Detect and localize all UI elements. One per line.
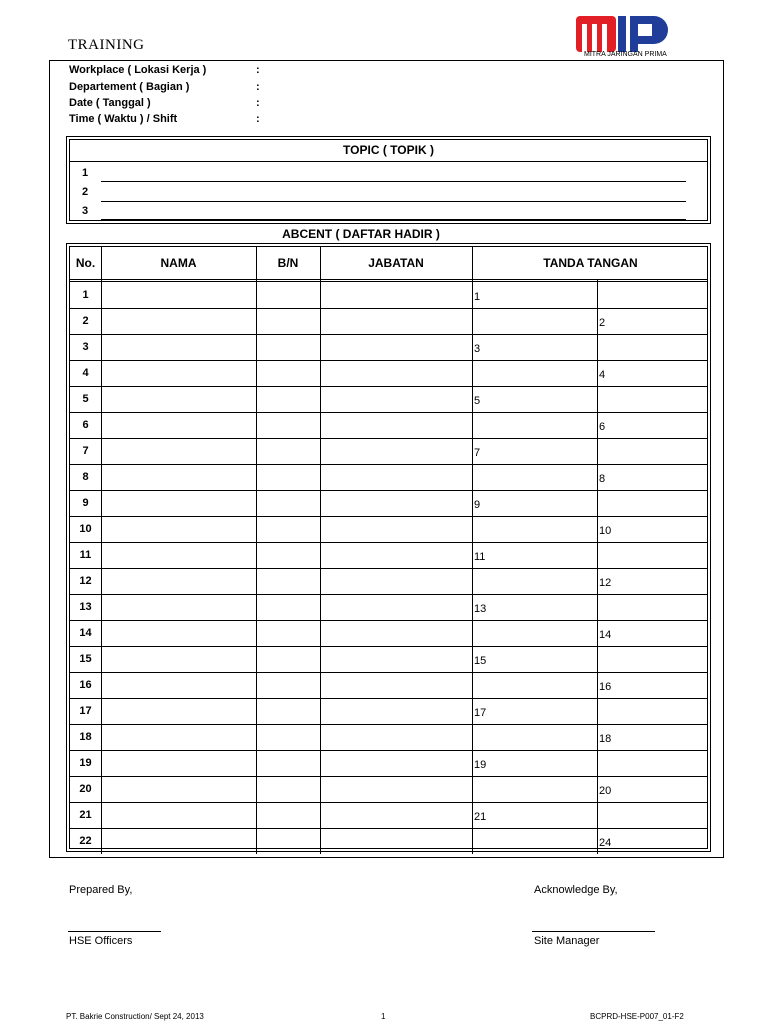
time-colon: : xyxy=(256,113,260,125)
name-cell[interactable] xyxy=(102,335,255,359)
row-number: 20 xyxy=(79,783,92,795)
column-header-nama: NAMA xyxy=(160,256,197,270)
bn-cell[interactable] xyxy=(257,491,319,515)
signature-cell-left[interactable] xyxy=(473,387,596,411)
column-header-tanda-tangan: TANDA TANGAN xyxy=(543,256,638,270)
footer-company: PT. Bakrie Construction/ Sept 24, 2013 xyxy=(66,1012,204,1021)
column-header-no: No. xyxy=(75,256,96,270)
row-number: 4 xyxy=(82,367,89,379)
signature-left-number: 17 xyxy=(474,707,487,719)
row-number: 1 xyxy=(82,289,89,301)
signature-cell-right[interactable] xyxy=(598,517,708,541)
signature-cell-left[interactable] xyxy=(473,699,596,723)
jabatan-cell[interactable] xyxy=(321,647,471,671)
jabatan-cell[interactable] xyxy=(321,543,471,567)
bn-cell[interactable] xyxy=(257,829,319,853)
jabatan-cell[interactable] xyxy=(321,517,471,541)
signature-cell-right[interactable] xyxy=(598,569,708,593)
topic-box xyxy=(66,136,711,224)
acknowledge-by-label: Acknowledge By, xyxy=(534,884,618,896)
signature-cell-left[interactable] xyxy=(473,673,596,697)
signature-cell-right[interactable] xyxy=(598,595,708,619)
column-header-bn: B/N xyxy=(277,256,299,270)
jabatan-cell[interactable] xyxy=(321,751,471,775)
row-number: 8 xyxy=(82,471,89,483)
row-number: 22 xyxy=(79,835,92,847)
row-number: 12 xyxy=(79,575,92,587)
topic-inner xyxy=(69,139,708,221)
document-title: TRAINING xyxy=(68,37,145,53)
signature-cell-left[interactable] xyxy=(473,439,596,463)
signature-cell-right[interactable] xyxy=(598,647,708,671)
topic-number-3: 3 xyxy=(82,205,89,217)
name-cell[interactable] xyxy=(102,621,255,645)
bn-cell[interactable] xyxy=(257,647,319,671)
signature-cell-left[interactable] xyxy=(473,517,596,541)
name-cell[interactable] xyxy=(102,283,255,307)
hse-officers-label: HSE Officers xyxy=(69,935,133,947)
name-cell[interactable] xyxy=(102,361,255,385)
prepared-by-label: Prepared By, xyxy=(69,884,133,896)
signature-cell-left[interactable] xyxy=(473,751,596,775)
row-number: 15 xyxy=(79,653,92,665)
signature-cell-left[interactable] xyxy=(473,413,596,437)
signature-right-number: 14 xyxy=(599,629,612,641)
signature-cell-left[interactable] xyxy=(473,569,596,593)
signature-cell-right[interactable] xyxy=(598,621,708,645)
signature-left-number: 19 xyxy=(474,759,487,771)
signature-cell-right[interactable] xyxy=(598,543,708,567)
footer-doc-code: BCPRD-HSE-P007_01-F2 xyxy=(590,1012,684,1021)
bn-cell[interactable] xyxy=(257,751,319,775)
name-cell[interactable] xyxy=(102,569,255,593)
attendance-heading: ABCENT ( DAFTAR HADIR ) xyxy=(282,227,440,241)
jabatan-cell[interactable] xyxy=(321,699,471,723)
date-label: Date ( Tanggal ) xyxy=(69,97,151,109)
name-cell[interactable] xyxy=(102,725,255,749)
signature-right-number: 16 xyxy=(599,681,612,693)
row-number: 2 xyxy=(82,315,89,327)
name-cell[interactable] xyxy=(102,413,255,437)
signature-left-number: 15 xyxy=(474,655,487,667)
signature-cell-left[interactable] xyxy=(473,465,596,489)
bn-cell[interactable] xyxy=(257,725,319,749)
jabatan-cell[interactable] xyxy=(321,595,471,619)
name-cell[interactable] xyxy=(102,699,255,723)
bn-cell[interactable] xyxy=(257,517,319,541)
department-label: Departement ( Bagian ) xyxy=(69,81,190,93)
name-cell[interactable] xyxy=(102,751,255,775)
signature-cell-left[interactable] xyxy=(473,361,596,385)
row-number: 13 xyxy=(79,601,92,613)
row-number: 6 xyxy=(82,419,89,431)
topic-heading: TOPIC ( TOPIK ) xyxy=(70,140,707,162)
row-number: 10 xyxy=(79,523,92,535)
signature-cell-right[interactable] xyxy=(598,751,708,775)
header-divider-double xyxy=(70,281,707,282)
name-cell[interactable] xyxy=(102,465,255,489)
row-number: 19 xyxy=(79,757,92,769)
row-number: 18 xyxy=(79,731,92,743)
jabatan-cell[interactable] xyxy=(321,569,471,593)
signature-left-number: 9 xyxy=(474,499,481,511)
signature-cell-right[interactable] xyxy=(598,491,708,515)
signature-left-number: 5 xyxy=(474,395,481,407)
signature-cell-right[interactable] xyxy=(598,699,708,723)
jabatan-cell[interactable] xyxy=(321,673,471,697)
bn-cell[interactable] xyxy=(257,361,319,385)
bn-cell[interactable] xyxy=(257,465,319,489)
name-cell[interactable] xyxy=(102,309,255,333)
jabatan-cell[interactable] xyxy=(321,777,471,801)
signature-cell-left[interactable] xyxy=(473,595,596,619)
jabatan-cell[interactable] xyxy=(321,465,471,489)
bn-cell[interactable] xyxy=(257,439,319,463)
department-colon: : xyxy=(256,81,260,93)
bn-cell[interactable] xyxy=(257,777,319,801)
name-cell[interactable] xyxy=(102,829,255,853)
name-cell[interactable] xyxy=(102,517,255,541)
signature-cell-right[interactable] xyxy=(598,465,708,489)
signature-cell-left[interactable] xyxy=(473,621,596,645)
signature-cell-right[interactable] xyxy=(598,829,708,853)
signature-right-number: 12 xyxy=(599,577,612,589)
signature-cell-right[interactable] xyxy=(598,283,708,307)
row-number: 17 xyxy=(79,705,92,717)
name-cell[interactable] xyxy=(102,595,255,619)
jabatan-cell[interactable] xyxy=(321,491,471,515)
topic-number-2: 2 xyxy=(82,186,89,198)
signature-cell-right[interactable] xyxy=(598,725,708,749)
topic-number-1: 1 xyxy=(82,167,89,179)
bn-cell[interactable] xyxy=(257,621,319,645)
signature-cell-right[interactable] xyxy=(598,335,708,359)
site-manager-label: Site Manager xyxy=(534,935,600,947)
jabatan-cell[interactable] xyxy=(321,621,471,645)
footer-page-number: 1 xyxy=(381,1012,386,1021)
signature-right-number: 18 xyxy=(599,733,612,745)
signature-left-number: 11 xyxy=(474,551,486,563)
signature-left-number: 7 xyxy=(474,447,481,459)
logo-tagline: MITRA JARINGAN PRIMA xyxy=(584,51,667,58)
signature-cell-right[interactable] xyxy=(598,777,708,801)
signature-right-number: 24 xyxy=(599,837,612,849)
topic-line-1[interactable] xyxy=(101,181,686,182)
jabatan-cell[interactable] xyxy=(321,725,471,749)
bn-cell[interactable] xyxy=(257,309,319,333)
signature-cell-left[interactable] xyxy=(473,491,596,515)
signature-right-number: 2 xyxy=(599,317,606,329)
column-header-jabatan: JABATAN xyxy=(368,256,424,270)
row-number: 14 xyxy=(79,627,92,639)
signature-cell-left[interactable] xyxy=(473,647,596,671)
topic-line-3[interactable] xyxy=(101,219,686,220)
signature-left-number: 1 xyxy=(474,291,481,303)
row-number: 11 xyxy=(79,549,92,561)
header-divider xyxy=(70,279,707,280)
name-cell[interactable] xyxy=(102,803,255,827)
signature-cell-right[interactable] xyxy=(598,387,708,411)
name-cell[interactable] xyxy=(102,439,255,463)
signature-cell-left[interactable] xyxy=(473,725,596,749)
signature-cell-right[interactable] xyxy=(598,803,708,827)
topic-line-2[interactable] xyxy=(101,201,686,202)
signature-left-number: 3 xyxy=(474,343,481,355)
name-cell[interactable] xyxy=(102,777,255,801)
signature-right-number: 20 xyxy=(599,785,612,797)
signature-cell-left[interactable] xyxy=(473,283,596,307)
bn-cell[interactable] xyxy=(257,543,319,567)
bn-cell[interactable] xyxy=(257,569,319,593)
signature-right-number: 10 xyxy=(599,525,612,537)
manager-signature-line[interactable] xyxy=(532,931,655,932)
attendance-table xyxy=(66,243,711,852)
hse-signature-line[interactable] xyxy=(68,931,161,932)
jabatan-cell[interactable] xyxy=(321,439,471,463)
jabatan-cell[interactable] xyxy=(321,335,471,359)
signature-cell-right[interactable] xyxy=(598,361,708,385)
signature-cell-left[interactable] xyxy=(473,829,596,853)
jabatan-cell[interactable] xyxy=(321,803,471,827)
row-number: 7 xyxy=(82,445,89,457)
signature-cell-left[interactable] xyxy=(473,803,596,827)
bn-cell[interactable] xyxy=(257,335,319,359)
signature-cell-left[interactable] xyxy=(473,309,596,333)
name-cell[interactable] xyxy=(102,543,255,567)
name-cell[interactable] xyxy=(102,673,255,697)
attendance-table-inner xyxy=(69,246,708,849)
signature-cell-right[interactable] xyxy=(598,439,708,463)
jabatan-cell[interactable] xyxy=(321,413,471,437)
workplace-colon: : xyxy=(256,64,260,76)
jabatan-cell[interactable] xyxy=(321,829,471,853)
bn-cell[interactable] xyxy=(257,413,319,437)
jabatan-cell[interactable] xyxy=(321,309,471,333)
bn-cell[interactable] xyxy=(257,595,319,619)
jabatan-cell[interactable] xyxy=(321,283,471,307)
name-cell[interactable] xyxy=(102,387,255,411)
signature-cell-left[interactable] xyxy=(473,543,596,567)
signature-cell-right[interactable] xyxy=(598,309,708,333)
signature-right-number: 8 xyxy=(599,473,606,485)
time-shift-label: Time ( Waktu ) / Shift xyxy=(69,113,178,125)
bn-cell[interactable] xyxy=(257,803,319,827)
company-logo xyxy=(574,12,678,60)
bn-cell[interactable] xyxy=(257,699,319,723)
signature-cell-right[interactable] xyxy=(598,673,708,697)
jabatan-cell[interactable] xyxy=(321,387,471,411)
signature-cell-left[interactable] xyxy=(473,335,596,359)
name-cell[interactable] xyxy=(102,491,255,515)
row-number: 9 xyxy=(82,497,89,509)
signature-right-number: 6 xyxy=(599,421,606,433)
signature-cell-left[interactable] xyxy=(473,777,596,801)
row-number: 16 xyxy=(79,679,92,691)
date-colon: : xyxy=(256,97,260,109)
bn-cell[interactable] xyxy=(257,673,319,697)
workplace-label: Workplace ( Lokasi Kerja ) xyxy=(69,64,207,76)
name-cell[interactable] xyxy=(102,647,255,671)
row-number: 21 xyxy=(79,809,92,821)
signature-cell-right[interactable] xyxy=(598,413,708,437)
jabatan-cell[interactable] xyxy=(321,361,471,385)
row-number: 5 xyxy=(82,393,89,405)
row-number: 3 xyxy=(82,341,89,353)
bn-cell[interactable] xyxy=(257,387,319,411)
signature-left-number: 13 xyxy=(474,603,487,615)
signature-right-number: 4 xyxy=(599,369,606,381)
signature-left-number: 21 xyxy=(474,811,487,823)
bn-cell[interactable] xyxy=(257,283,319,307)
